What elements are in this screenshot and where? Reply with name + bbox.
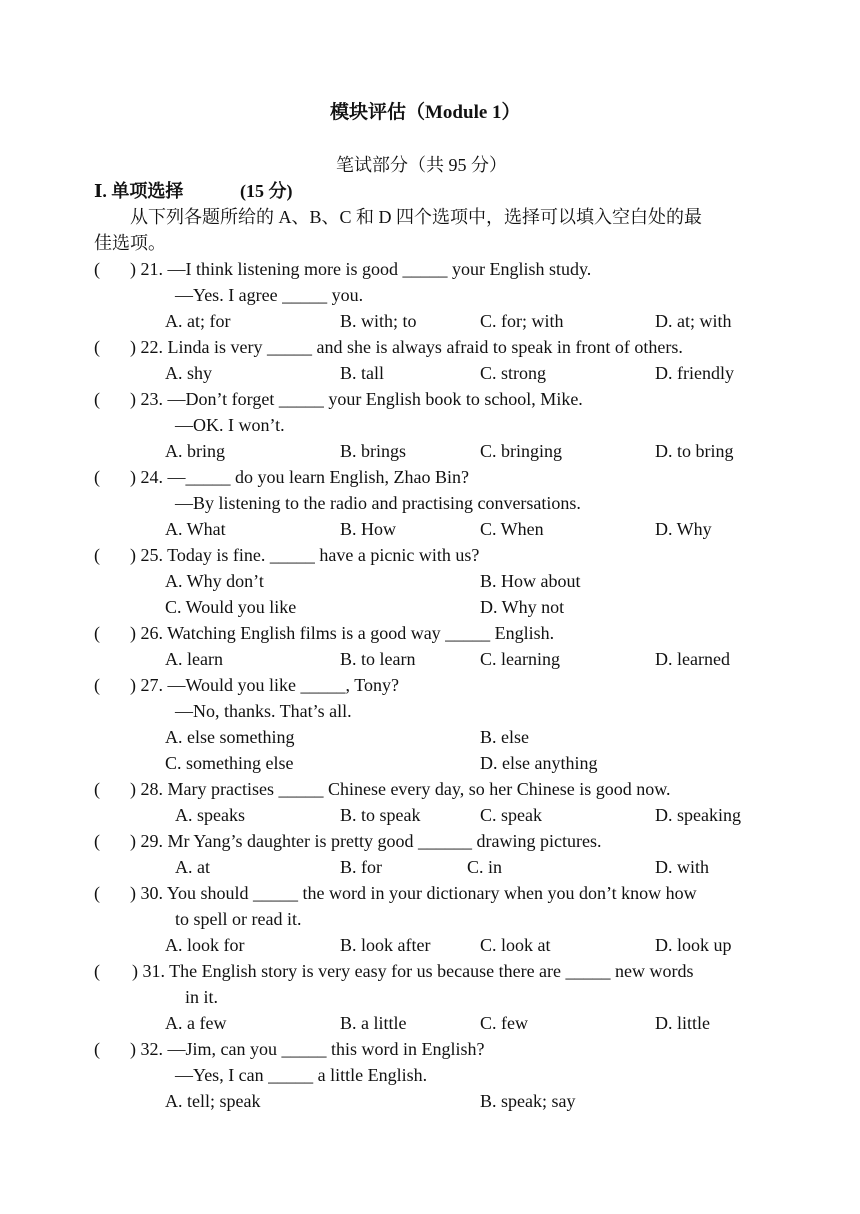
answer-bracket: (	[94, 467, 100, 487]
question-32-response: —Yes, I can _____ a little English.	[175, 1065, 428, 1085]
question-22-option-b: B. tall	[340, 363, 384, 383]
question-24-response: —By listening to the radio and practising conversations.	[175, 493, 581, 513]
question-22-option-a: A. shy	[165, 363, 213, 383]
question-27-option-c: C. something else	[165, 753, 294, 773]
page-title: 模块评估（Module 1）	[330, 102, 521, 123]
question-31-stem-cont: in it.	[185, 987, 219, 1007]
question-29-stem: ) 29. Mr Yang’s daughter is pretty good ______ drawing pictures.	[130, 831, 602, 851]
section-instruction: 从下列各题所给的 A、B、C 和 D 四个选项中，选择可以填入空白处的最	[130, 207, 703, 227]
question-27-response: —No, thanks. That’s all.	[175, 701, 352, 721]
answer-bracket: (	[94, 1039, 100, 1059]
answer-bracket: (	[94, 623, 100, 643]
question-30-option-c: C. look at	[480, 935, 551, 955]
question-24-option-a: A. What	[165, 519, 226, 539]
question-31-option-b: B. a little	[340, 1013, 407, 1033]
question-22-option-c: C. strong	[480, 363, 547, 383]
question-24-option-c: C. When	[480, 519, 544, 539]
answer-bracket: (	[94, 883, 100, 903]
question-26-stem: ) 26. Watching English films is a good way _____ English.	[130, 623, 555, 643]
question-25-option-a: A. Why don’t	[165, 571, 264, 591]
question-24-option-d: D. Why	[655, 519, 712, 539]
answer-bracket: (	[94, 779, 100, 799]
question-25-option-d: D. Why not	[480, 597, 565, 617]
question-31-stem: ) 31. The English story is very easy for us because there are _____ new words	[132, 961, 694, 981]
question-28-option-d: D. speaking	[655, 805, 741, 825]
section-heading: Ⅰ. 单项选择	[94, 181, 184, 201]
question-23-stem: ) 23. —Don’t forget _____ your English book to school, Mike.	[130, 389, 583, 409]
question-26-option-c: C. learning	[480, 649, 560, 669]
answer-bracket: (	[94, 259, 100, 279]
question-31-option-c: C. few	[480, 1013, 528, 1033]
section-points: (15 分)	[240, 181, 293, 201]
question-27-option-d: D. else anything	[480, 753, 598, 773]
question-23-option-c: C. bringing	[480, 441, 563, 461]
question-26-option-d: D. learned	[655, 649, 730, 669]
question-30-option-d: D. look up	[655, 935, 732, 955]
question-22-option-d: D. friendly	[655, 363, 734, 383]
question-23-response: —OK. I won’t.	[175, 415, 285, 435]
question-30-option-a: A. look for	[165, 935, 245, 955]
question-21-stem: ) 21. —I think listening more is good _____ your English study.	[130, 259, 592, 279]
question-25-stem: ) 25. Today is fine. _____ have a picnic with us?	[130, 545, 480, 565]
question-31-option-d: D. little	[655, 1013, 710, 1033]
question-21-option-b: B. with; to	[340, 311, 417, 331]
question-28-stem: ) 28. Mary practises _____ Chinese every day, so her Chinese is good now.	[130, 779, 671, 799]
question-29-option-a: A. at	[175, 857, 210, 877]
question-23-option-a: A. bring	[165, 441, 225, 461]
answer-bracket: (	[94, 831, 100, 851]
question-26-option-b: B. to learn	[340, 649, 416, 669]
answer-bracket: (	[94, 675, 100, 695]
question-24-stem: ) 24. —_____ do you learn English, Zhao Bin?	[130, 467, 469, 487]
question-28-option-c: C. speak	[480, 805, 542, 825]
answer-bracket: (	[94, 961, 100, 981]
question-21-response: —Yes. I agree _____ you.	[175, 285, 364, 305]
question-32-option-b: B. speak; say	[480, 1091, 576, 1111]
question-23-option-d: D. to bring	[655, 441, 734, 461]
question-22-stem: ) 22. Linda is very _____ and she is always afraid to speak in front of others.	[130, 337, 683, 357]
page-subtitle: 笔试部分（共 95 分）	[336, 155, 507, 175]
question-24-option-b: B. How	[340, 519, 397, 539]
answer-bracket: (	[94, 337, 100, 357]
question-32-option-a: A. tell; speak	[165, 1091, 261, 1111]
question-29-option-d: D. with	[655, 857, 709, 877]
question-27-stem: ) 27. —Would you like _____, Tony?	[130, 675, 399, 695]
section-instruction-cont: 佳选项。	[94, 233, 166, 253]
question-28-option-a: A. speaks	[175, 805, 245, 825]
question-30-stem: ) 30. You should _____ the word in your dictionary when you don’t know how	[130, 883, 697, 903]
question-30-stem-cont: to spell or read it.	[175, 909, 302, 929]
question-25-option-c: C. Would you like	[165, 597, 297, 617]
question-27-option-b: B. else	[480, 727, 529, 747]
question-21-option-d: D. at; with	[655, 311, 732, 331]
question-27-option-a: A. else something	[165, 727, 295, 747]
question-23-option-b: B. brings	[340, 441, 407, 461]
question-21-option-c: C. for; with	[480, 311, 564, 331]
answer-bracket: (	[94, 389, 100, 409]
question-31-option-a: A. a few	[165, 1013, 227, 1033]
question-28-option-b: B. to speak	[340, 805, 421, 825]
answer-bracket: (	[94, 545, 100, 565]
question-21-option-a: A. at; for	[165, 311, 231, 331]
question-26-option-a: A. learn	[165, 649, 223, 669]
question-30-option-b: B. look after	[340, 935, 431, 955]
question-29-option-c: C. in	[467, 857, 503, 877]
question-32-stem: ) 32. —Jim, can you _____ this word in English?	[130, 1039, 485, 1059]
question-29-option-b: B. for	[340, 857, 382, 877]
question-25-option-b: B. How about	[480, 571, 581, 591]
